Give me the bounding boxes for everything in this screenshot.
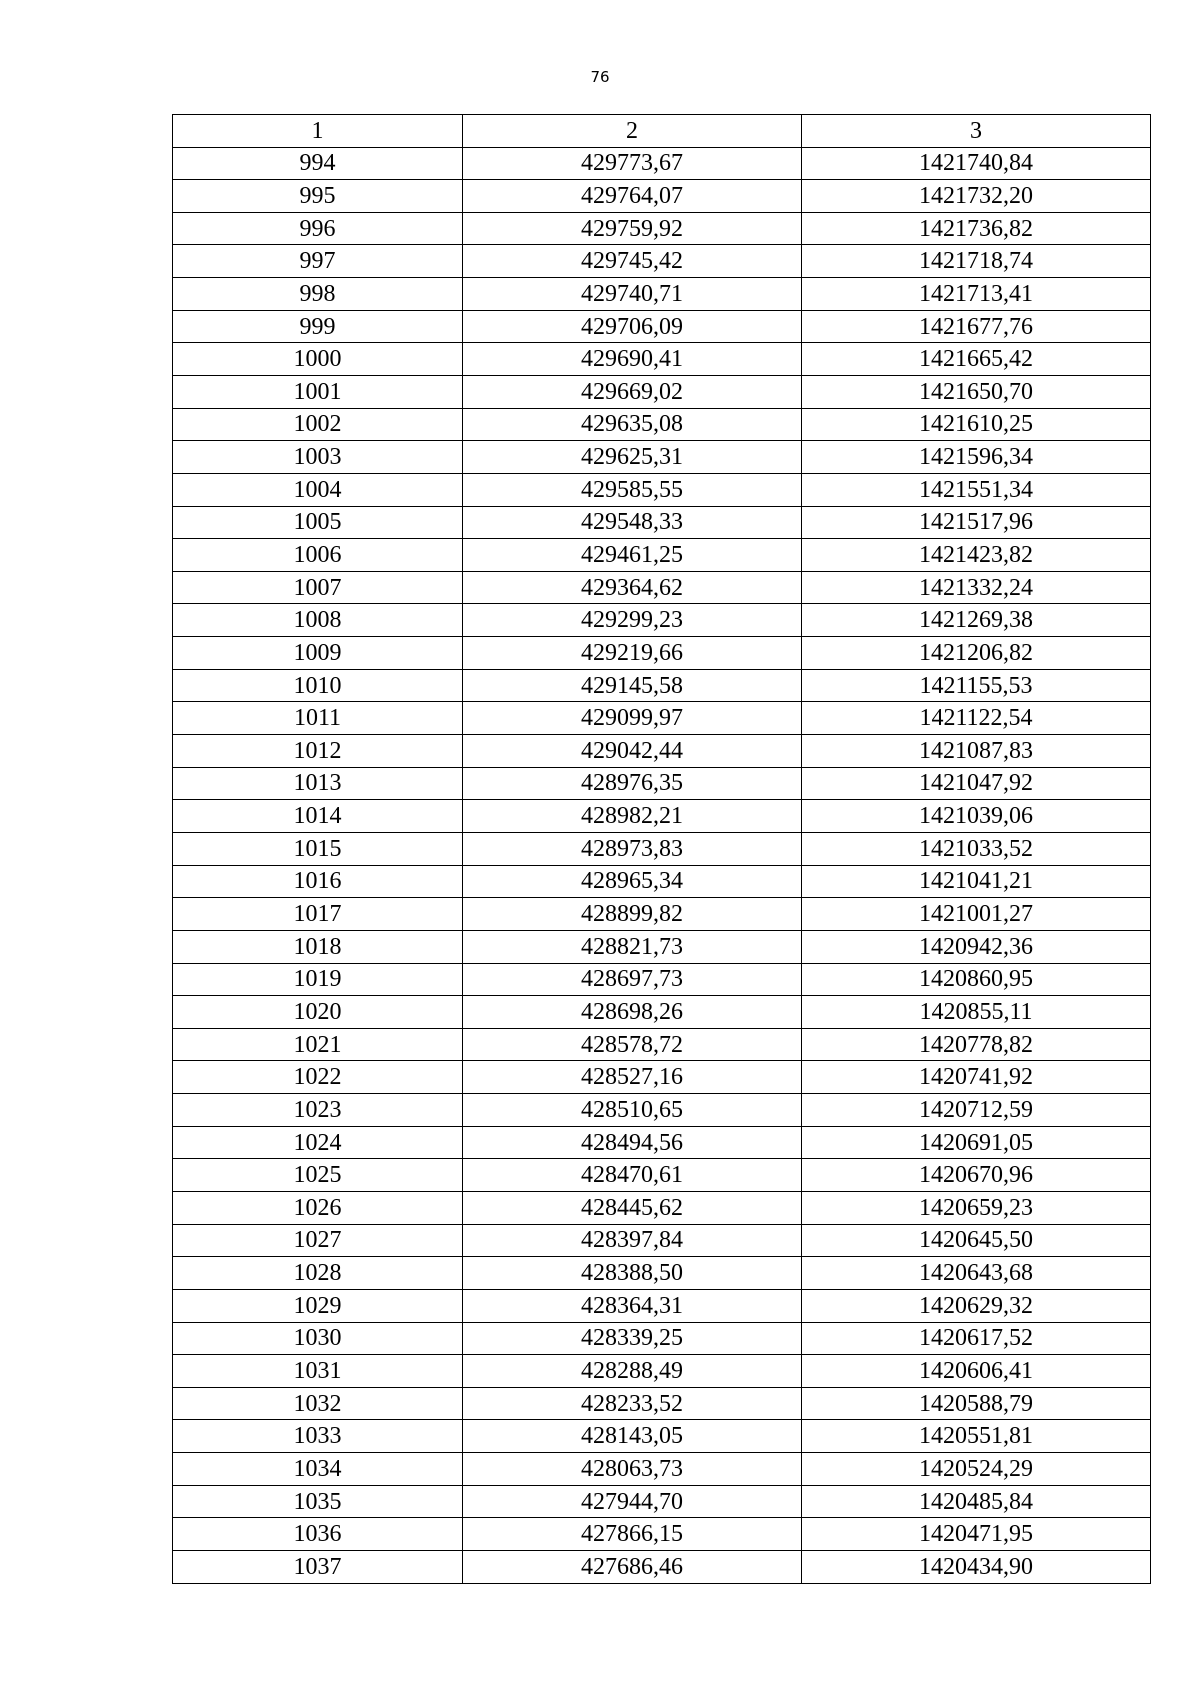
table-row <box>173 832 1151 865</box>
coordinate-x-cell: 428973,83 <box>463 832 802 865</box>
coordinate-y-cell: 1421155,53 <box>802 669 1151 702</box>
table-row <box>173 1289 1151 1322</box>
coordinate-y-cell: 1420778,82 <box>802 1028 1151 1061</box>
table-row <box>173 212 1151 245</box>
coordinate-x-cell: 429548,33 <box>463 506 802 539</box>
point-number-cell: 1018 <box>173 930 463 963</box>
coordinate-y-cell: 1421713,41 <box>802 278 1151 311</box>
table-row <box>173 343 1151 376</box>
table-row <box>173 1159 1151 1192</box>
table-row <box>173 441 1151 474</box>
table-row <box>173 408 1151 441</box>
coordinate-y-cell: 1420524,29 <box>802 1453 1151 1486</box>
coordinate-y-cell: 1420860,95 <box>802 963 1151 996</box>
point-number-cell: 1001 <box>173 375 463 408</box>
table-row <box>173 1518 1151 1551</box>
coordinate-x-cell: 429635,08 <box>463 408 802 441</box>
coordinate-x-cell: 429669,02 <box>463 375 802 408</box>
coordinate-x-cell: 428233,52 <box>463 1387 802 1420</box>
table-row <box>173 963 1151 996</box>
coordinate-x-cell: 427686,46 <box>463 1551 802 1584</box>
point-number-cell: 1014 <box>173 800 463 833</box>
point-number-cell: 996 <box>173 212 463 245</box>
coordinate-x-cell: 428063,73 <box>463 1453 802 1486</box>
table-row <box>173 473 1151 506</box>
coordinate-y-cell: 1420588,79 <box>802 1387 1151 1420</box>
header-cell-column-2: 2 <box>463 115 802 148</box>
point-number-cell: 1019 <box>173 963 463 996</box>
point-number-cell: 1021 <box>173 1028 463 1061</box>
point-number-cell: 1033 <box>173 1420 463 1453</box>
coordinate-x-cell: 429764,07 <box>463 180 802 213</box>
table-row <box>173 1192 1151 1225</box>
coordinate-y-cell: 1420551,81 <box>802 1420 1151 1453</box>
point-number-cell: 1036 <box>173 1518 463 1551</box>
point-number-cell: 1015 <box>173 832 463 865</box>
coordinate-y-cell: 1420659,23 <box>802 1192 1151 1225</box>
coordinate-y-cell: 1421596,34 <box>802 441 1151 474</box>
coordinate-x-cell: 429706,09 <box>463 310 802 343</box>
coordinate-y-cell: 1421206,82 <box>802 637 1151 670</box>
coordinate-x-cell: 429299,23 <box>463 604 802 637</box>
table-header-row <box>173 115 1151 148</box>
coordinate-y-cell: 1420855,11 <box>802 996 1151 1029</box>
coordinate-x-cell: 429219,66 <box>463 637 802 670</box>
table-row <box>173 1453 1151 1486</box>
coordinate-y-cell: 1421039,06 <box>802 800 1151 833</box>
point-number-cell: 1010 <box>173 669 463 702</box>
table-row <box>173 1257 1151 1290</box>
point-number-cell: 1031 <box>173 1355 463 1388</box>
coordinate-x-cell: 429145,58 <box>463 669 802 702</box>
point-number-cell: 1003 <box>173 441 463 474</box>
coordinate-x-cell: 429690,41 <box>463 343 802 376</box>
coordinate-y-cell: 1421736,82 <box>802 212 1151 245</box>
point-number-cell: 1020 <box>173 996 463 1029</box>
coordinate-x-cell: 428510,65 <box>463 1094 802 1127</box>
coordinate-x-cell: 429773,67 <box>463 147 802 180</box>
coordinate-x-cell: 428982,21 <box>463 800 802 833</box>
coordinate-x-cell: 427944,70 <box>463 1485 802 1518</box>
table-row <box>173 1420 1151 1453</box>
coordinate-y-cell: 1420643,68 <box>802 1257 1151 1290</box>
table-row <box>173 1094 1151 1127</box>
table-row <box>173 1322 1151 1355</box>
coordinate-x-cell: 428578,72 <box>463 1028 802 1061</box>
coordinate-y-cell: 1421087,83 <box>802 735 1151 768</box>
table-row <box>173 930 1151 963</box>
coordinate-x-cell: 428494,56 <box>463 1126 802 1159</box>
coordinate-x-cell: 427866,15 <box>463 1518 802 1551</box>
coordinate-x-cell: 428697,73 <box>463 963 802 996</box>
point-number-cell: 1025 <box>173 1159 463 1192</box>
coordinate-y-cell: 1421269,38 <box>802 604 1151 637</box>
coordinate-y-cell: 1421001,27 <box>802 898 1151 931</box>
table-row <box>173 147 1151 180</box>
header-cell-column-3: 3 <box>802 115 1151 148</box>
coordinate-x-cell: 428364,31 <box>463 1289 802 1322</box>
coordinate-x-cell: 428388,50 <box>463 1257 802 1290</box>
coordinate-y-cell: 1421041,21 <box>802 865 1151 898</box>
table-row <box>173 539 1151 572</box>
point-number-cell: 1002 <box>173 408 463 441</box>
table-row <box>173 735 1151 768</box>
point-number-cell: 1022 <box>173 1061 463 1094</box>
coordinate-y-cell: 1420606,41 <box>802 1355 1151 1388</box>
table-row <box>173 571 1151 604</box>
coordinate-x-cell: 428470,61 <box>463 1159 802 1192</box>
coordinate-x-cell: 428821,73 <box>463 930 802 963</box>
table-row <box>173 1126 1151 1159</box>
coordinate-x-cell: 429625,31 <box>463 441 802 474</box>
coordinate-y-cell: 1421033,52 <box>802 832 1151 865</box>
coordinate-y-cell: 1421740,84 <box>802 147 1151 180</box>
table-row <box>173 1485 1151 1518</box>
coordinate-x-cell: 428899,82 <box>463 898 802 931</box>
coordinate-x-cell: 429759,92 <box>463 212 802 245</box>
coordinate-y-cell: 1420645,50 <box>802 1224 1151 1257</box>
coordinate-y-cell: 1421423,82 <box>802 539 1151 572</box>
point-number-cell: 1012 <box>173 735 463 768</box>
coordinate-y-cell: 1420691,05 <box>802 1126 1151 1159</box>
coordinates-table <box>172 114 1151 1584</box>
point-number-cell: 1030 <box>173 1322 463 1355</box>
table-row <box>173 245 1151 278</box>
point-number-cell: 1004 <box>173 473 463 506</box>
table-row <box>173 310 1151 343</box>
coordinate-x-cell: 428976,35 <box>463 767 802 800</box>
point-number-cell: 1006 <box>173 539 463 572</box>
coordinate-x-cell: 428143,05 <box>463 1420 802 1453</box>
table-row <box>173 1061 1151 1094</box>
coordinate-x-cell: 429364,62 <box>463 571 802 604</box>
coordinate-y-cell: 1421332,24 <box>802 571 1151 604</box>
coordinate-y-cell: 1420942,36 <box>802 930 1151 963</box>
point-number-cell: 1023 <box>173 1094 463 1127</box>
table-row <box>173 767 1151 800</box>
table-row <box>173 996 1151 1029</box>
coordinate-y-cell: 1421517,96 <box>802 506 1151 539</box>
table-row <box>173 278 1151 311</box>
coordinate-x-cell: 429745,42 <box>463 245 802 278</box>
point-number-cell: 1026 <box>173 1192 463 1225</box>
coordinate-y-cell: 1421551,34 <box>802 473 1151 506</box>
point-number-cell: 1028 <box>173 1257 463 1290</box>
point-number-cell: 997 <box>173 245 463 278</box>
coordinate-y-cell: 1420617,52 <box>802 1322 1151 1355</box>
point-number-cell: 1032 <box>173 1387 463 1420</box>
coordinate-y-cell: 1421650,70 <box>802 375 1151 408</box>
coordinate-y-cell: 1421677,76 <box>802 310 1151 343</box>
coordinate-x-cell: 428288,49 <box>463 1355 802 1388</box>
point-number-cell: 1000 <box>173 343 463 376</box>
point-number-cell: 1037 <box>173 1551 463 1584</box>
point-number-cell: 1029 <box>173 1289 463 1322</box>
point-number-cell: 1027 <box>173 1224 463 1257</box>
point-number-cell: 1034 <box>173 1453 463 1486</box>
header-cell-column-1: 1 <box>173 115 463 148</box>
point-number-cell: 995 <box>173 180 463 213</box>
coordinate-y-cell: 1421122,54 <box>802 702 1151 735</box>
coordinate-y-cell: 1420434,90 <box>802 1551 1151 1584</box>
table-row <box>173 1551 1151 1584</box>
point-number-cell: 1016 <box>173 865 463 898</box>
coordinate-x-cell: 429042,44 <box>463 735 802 768</box>
table-row <box>173 604 1151 637</box>
table-row <box>173 375 1151 408</box>
coordinate-y-cell: 1421718,74 <box>802 245 1151 278</box>
coordinate-x-cell: 428698,26 <box>463 996 802 1029</box>
coordinate-y-cell: 1421610,25 <box>802 408 1151 441</box>
point-number-cell: 1008 <box>173 604 463 637</box>
table-row <box>173 865 1151 898</box>
coordinate-y-cell: 1420670,96 <box>802 1159 1151 1192</box>
table-header <box>173 115 1151 148</box>
coordinate-y-cell: 1421732,20 <box>802 180 1151 213</box>
table-row <box>173 1387 1151 1420</box>
point-number-cell: 1024 <box>173 1126 463 1159</box>
point-number-cell: 998 <box>173 278 463 311</box>
coordinate-x-cell: 428965,34 <box>463 865 802 898</box>
coordinate-y-cell: 1420712,59 <box>802 1094 1151 1127</box>
point-number-cell: 1011 <box>173 702 463 735</box>
point-number-cell: 1017 <box>173 898 463 931</box>
table-row <box>173 1355 1151 1388</box>
point-number-cell: 1013 <box>173 767 463 800</box>
table-row <box>173 637 1151 670</box>
coordinate-y-cell: 1420485,84 <box>802 1485 1151 1518</box>
table-row <box>173 669 1151 702</box>
coordinate-x-cell: 428527,16 <box>463 1061 802 1094</box>
coordinate-y-cell: 1421665,42 <box>802 343 1151 376</box>
table-row <box>173 800 1151 833</box>
coordinate-x-cell: 428397,84 <box>463 1224 802 1257</box>
point-number-cell: 999 <box>173 310 463 343</box>
table-row <box>173 702 1151 735</box>
point-number-cell: 994 <box>173 147 463 180</box>
point-number-cell: 1007 <box>173 571 463 604</box>
coordinate-y-cell: 1420741,92 <box>802 1061 1151 1094</box>
point-number-cell: 1035 <box>173 1485 463 1518</box>
coordinate-x-cell: 429740,71 <box>463 278 802 311</box>
coordinate-x-cell: 429461,25 <box>463 539 802 572</box>
coordinate-y-cell: 1420471,95 <box>802 1518 1151 1551</box>
coordinate-x-cell: 429099,97 <box>463 702 802 735</box>
coordinate-y-cell: 1421047,92 <box>802 767 1151 800</box>
coordinate-x-cell: 429585,55 <box>463 473 802 506</box>
table-row <box>173 898 1151 931</box>
point-number-cell: 1009 <box>173 637 463 670</box>
coordinate-x-cell: 428445,62 <box>463 1192 802 1225</box>
table-row <box>173 1224 1151 1257</box>
table-row <box>173 506 1151 539</box>
coordinate-y-cell: 1420629,32 <box>802 1289 1151 1322</box>
table-row <box>173 180 1151 213</box>
page-number: 76 <box>590 68 610 86</box>
coordinate-x-cell: 428339,25 <box>463 1322 802 1355</box>
table-body <box>173 147 1151 1584</box>
table-row <box>173 1028 1151 1061</box>
point-number-cell: 1005 <box>173 506 463 539</box>
